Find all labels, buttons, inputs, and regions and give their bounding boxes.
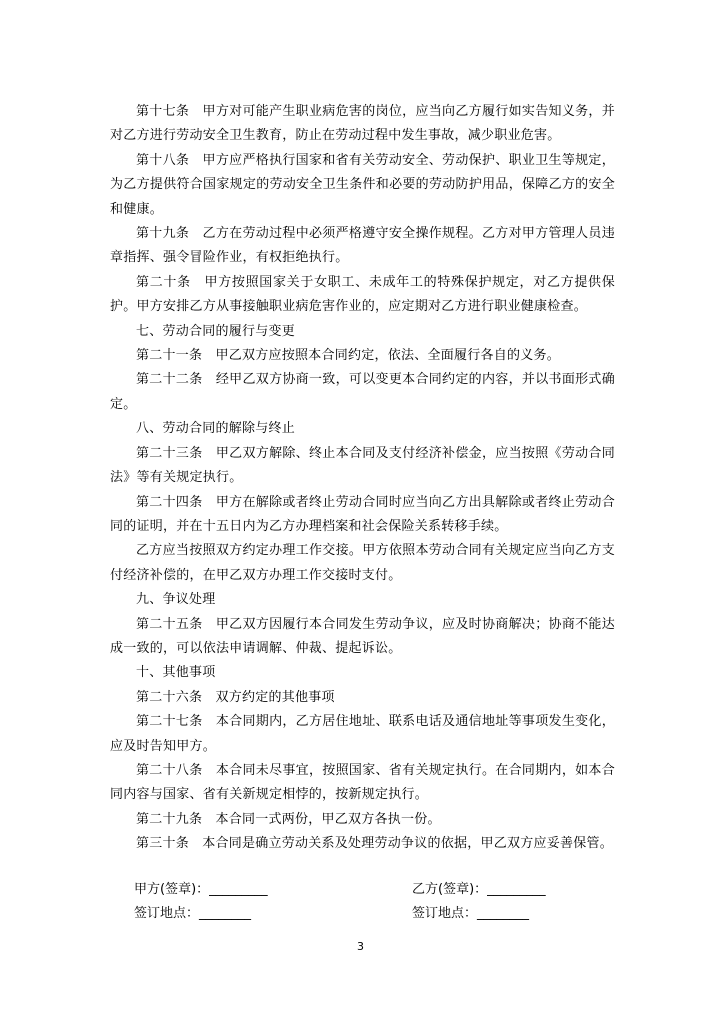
section-heading-8: 八、劳动合同的解除与终止	[136, 421, 296, 437]
article-17: 第十七条 甲方对可能产生职业病危害的岗位，应当向乙方履行如实告知义务，并对乙方进行劳动安全卫生教育，防止在劳动过程中发生事故，减少职业危害。	[110, 104, 615, 144]
article-21: 第二十一条 甲乙双方应按照本合同约定，依法、全面履行各自的义务。	[136, 348, 561, 364]
article-28: 第二十八条 本合同未尽事宜，按照国家、省有关规定执行。在合同期内，如本合同内容与国家、省有关新规定相悖的，按新规定执行。	[110, 762, 615, 803]
article-26: 第二十六条 双方约定的其他事项	[136, 689, 335, 705]
article-19: 第十九条 乙方在劳动过程中必须严格遵守安全操作规程。乙方对甲方管理人员违章指挥、强令冒险作业，有权拒绝执行。	[110, 226, 615, 266]
article-20: 第二十条 甲方按照国家关于女职工、未成年工的特殊保护规定，对乙方提供保护。甲方安排乙方从事接触职业病危害作业的，应定期对乙方进行职业健康检查。	[110, 274, 615, 315]
article-29: 第二十九条 本合同一式两份，甲乙双方各执一份。	[136, 811, 441, 827]
party-a-signing-place: 签订地点：________	[134, 906, 252, 921]
article-25: 第二十五条 甲乙双方因履行本合同发生劳动争议，应及时协商解决；协商不能达成一致的，可以依法申请调解、仲裁、提起诉讼。	[110, 616, 615, 656]
section-heading-7: 七、劳动合同的履行与变更	[136, 323, 296, 339]
signature-block	[134, 878, 614, 926]
section-heading-10: 十、其他事项	[136, 665, 216, 681]
signature-row	[134, 878, 614, 902]
article-24: 第二十四条 甲方在解除或者终止劳动合同时应当向乙方出具解除或者终止劳动合同的证明，并在十五日内为乙方办理档案和社会保险关系转移手续。	[110, 494, 615, 534]
article-22: 第二十二条 经甲乙双方协商一致，可以变更本合同约定的内容，并以书面形式确定。	[110, 372, 615, 412]
party-a-signature-field: 甲方(签章)：_________	[134, 882, 268, 897]
party-b-signing-place: 签订地点：________	[412, 906, 530, 921]
party-b-signature-field: 乙方(签章)：_________	[412, 882, 546, 897]
page-number: 3	[357, 940, 364, 953]
article-24-continued: 乙方应当按照双方约定办理工作交接。甲方依照本劳动合同有关规定应当向乙方支付经济补偿的，在甲乙双方办理工作交接时支付。	[110, 543, 615, 583]
contract-body	[110, 100, 615, 857]
section-heading-9: 九、争议处理	[136, 592, 216, 608]
article-23: 第二十三条 甲乙双方解除、终止本合同及支付经济补偿金，应当按照《劳动合同法》等有关规定执行。	[110, 445, 615, 486]
signing-place-row	[134, 902, 614, 926]
article-18: 第十八条 甲方应严格执行国家和省有关劳动安全、劳动保护、职业卫生等规定，为乙方提供符合国家规定的劳动安全卫生条件和必要的劳动防护用品，保障乙方的安全和健康。	[110, 152, 615, 217]
article-27: 第二十七条 本合同期内，乙方居住地址、联系电话及通信地址等事项发生变化，应及时告知甲方。	[110, 714, 615, 754]
article-30: 第三十条 本合同是确立劳动关系及处理劳动争议的依据，甲乙双方应妥善保管。	[136, 836, 614, 852]
